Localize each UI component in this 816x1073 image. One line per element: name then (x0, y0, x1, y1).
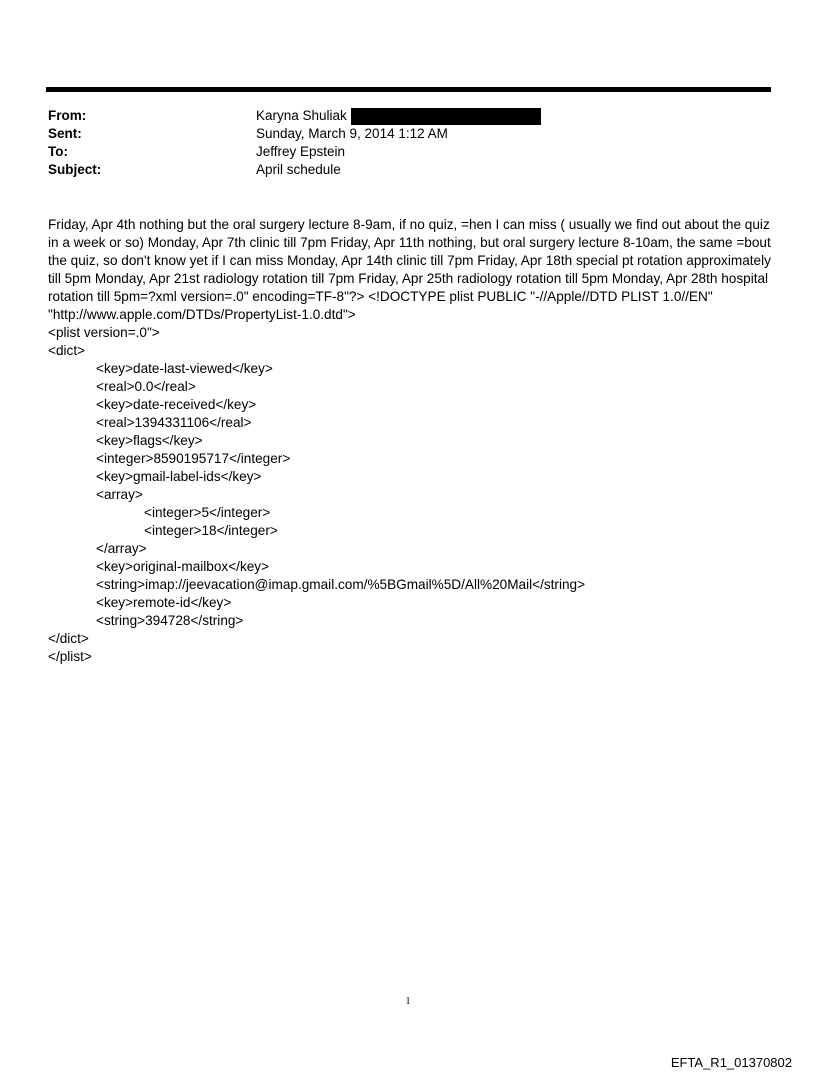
xml-line: <key>original-mailbox</key> (96, 559, 270, 574)
xml-line: <real>0.0</real> (96, 379, 196, 394)
xml-line: <array> (96, 487, 143, 502)
subject-row (48, 161, 768, 179)
from-row (48, 107, 768, 125)
subject-value: April schedule (256, 162, 341, 177)
xml-line: <integer>8590195717</integer> (96, 451, 291, 466)
from-value-wrap (256, 107, 541, 125)
to-value: Jeffrey Epstein (256, 144, 346, 159)
redaction-block (351, 108, 541, 125)
subject-label: Subject: (48, 162, 102, 177)
from-value: Karyna Shuliak (256, 108, 347, 123)
sent-row (48, 125, 768, 143)
xml-line: <dict> (48, 343, 86, 358)
xml-line: <plist version=.0"> (48, 325, 160, 340)
sent-label: Sent: (48, 126, 82, 141)
xml-line: <string>imap://jeevacation@imap.gmail.com/%5BGmail%5D/All%20Mail</string> (96, 577, 586, 592)
xml-line: <integer>5</integer> (144, 505, 271, 520)
xml-line: <key>date-received</key> (96, 397, 257, 412)
to-row (48, 143, 768, 161)
xml-line: <key>gmail-label-ids</key> (96, 469, 262, 484)
xml-line: </array> (96, 541, 147, 556)
body-paragraph: Friday, Apr 4th nothing but the oral surgery lecture 8-9am, if no quiz, =hen I can miss ( usually we find out about the quiz in a week or so) Monday, Apr 7th clinic till 7pm Friday, Apr 11th nothing, but oral surgery lecture 8-10am, the same =bout the quiz, so don't know yet if I can miss Monday, Apr 14th clinic till 7pm Friday, Apr 18th special pt rotation approximately till 5pm Monday, Apr 21st radiology rotation till 7pm Friday, Apr 25th radiology rotation till 5pm Monday, Apr 28th hospital rotation till 5pm=?xml version=.0" encoding=TF-8"?> <!DOCTYPE plist PUBLIC "-//Apple//DTD PLIST 1.0//EN" "http://www.apple.com/DTDs/PropertyList-1.0.dtd"> (48, 217, 771, 322)
sent-value: Sunday, March 9, 2014 1:12 AM (256, 126, 448, 141)
xml-line: <real>1394331106</real> (96, 415, 252, 430)
xml-line: <string>394728</string> (96, 613, 244, 628)
page-number: 1 (405, 996, 411, 1007)
email-header (48, 107, 768, 179)
header-divider (46, 87, 771, 92)
xml-line: </plist> (48, 649, 92, 664)
xml-line: <key>flags</key> (96, 433, 203, 448)
to-label: To: (48, 144, 68, 159)
xml-line: <integer>18</integer> (144, 523, 278, 538)
email-body (48, 216, 773, 666)
xml-line: <key>remote-id</key> (96, 595, 232, 610)
document-id: EFTA_R1_01370802 (670, 1055, 792, 1070)
from-label: From: (48, 108, 87, 123)
xml-line: </dict> (48, 631, 89, 646)
xml-line: <key>date-last-viewed</key> (96, 361, 273, 376)
